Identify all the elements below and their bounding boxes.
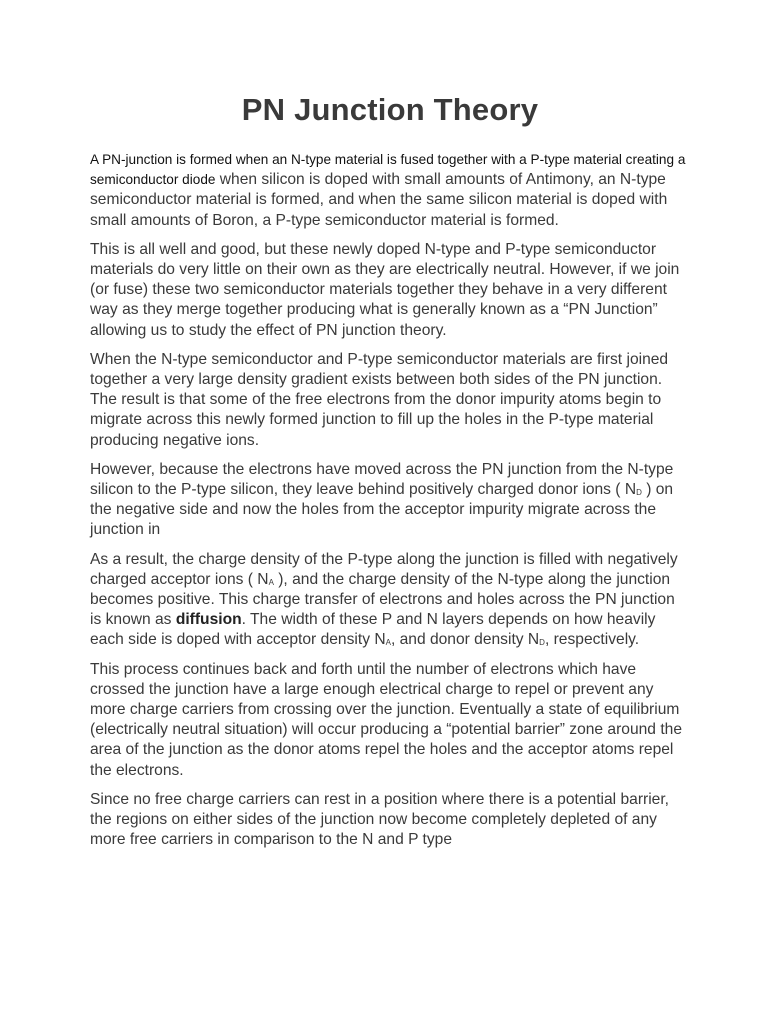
paragraph-4	[90, 460, 690, 541]
paragraph-5-part-b: ), and the charge density of the N-type along the junction becomes positive. This charge transfer of electrons and holes across the PN junction is known as	[90, 570, 675, 629]
paragraph-2: This is all well and good, but these newly doped N-type and P-type semiconductor materials do very little on their own as they are electrically neutral. However, if we join (or fuse) these two semiconductor materials together they behave in a very different way as they merge together producing what is generally known as a “PN Junction” allowing us to study the effect of PN junction theory.	[90, 240, 680, 339]
paragraph-5-part-e: , respectively.	[544, 631, 640, 649]
paragraph-5-part-d: , and donor density N	[390, 631, 540, 649]
paragraph-4-part-a: However, because the electrons have moved across the PN junction from the N-type silicon to the P-type silicon, they leave behind positively charged donor ions ( N	[90, 460, 674, 499]
paragraph-3: When the N-type semiconductor and P-type semiconductor materials are first joined together a very large density gradient exists between both sides of the PN junction. The result is that some of the free electrons from the donor impurity atoms begin to migrate across this newly formed junction to fill up the holes in the P-type material producing negative ions.	[90, 350, 669, 449]
document-title: PN Junction Theory	[241, 92, 539, 127]
donor-subscript: D	[636, 488, 642, 498]
donor-subscript-2: D	[539, 638, 545, 648]
paragraph-1-lead: A PN-junction is formed when an N-type material is fused together with a P-type material creating a semiconductor diode	[90, 152, 686, 188]
paragraph-4-part-b: ) on the negative side and now the holes from the acceptor impurity migrate across the junction in	[90, 481, 674, 539]
paragraph-5-part-a: As a result, the charge density of the P-type along the junction is filled with negatively charged acceptor ions ( N	[90, 550, 678, 588]
paragraph-5-part-c: . The width of these P and N layers depends on how heavily each side is doped with acceptor density N	[90, 611, 656, 649]
paragraph-6: This process continues back and forth until the number of electrons which have crossed the junction have a large enough electrical charge to repel or prevent any more charge carriers from crossing over the junction. Eventually a state of equilibrium (electrically neutral situation) will occur producing a “potential barrier” zone around the area of the junction as the donor atoms repel the holes and the acceptor atoms repel the electrons.	[90, 660, 682, 779]
document-body	[90, 150, 690, 860]
paragraph-7: Since no free charge carriers can rest in a position where there is a potential barrier, the regions on either sides of the junction now become completely depleted of any more free carriers in comparison to the N and P type	[90, 790, 670, 849]
paragraph-5	[90, 550, 690, 651]
diffusion-term: diffusion	[175, 611, 242, 629]
acceptor-subscript-2: A	[385, 638, 391, 648]
paragraph-1	[90, 150, 690, 231]
acceptor-subscript-1: A	[268, 577, 274, 587]
paragraph-1-rest: when silicon is doped with small amounts of Antimony, an N-type semiconductor material is formed, and when the same silicon material is doped with small amounts of Boron, a P-type semiconductor material is formed.	[90, 171, 668, 229]
